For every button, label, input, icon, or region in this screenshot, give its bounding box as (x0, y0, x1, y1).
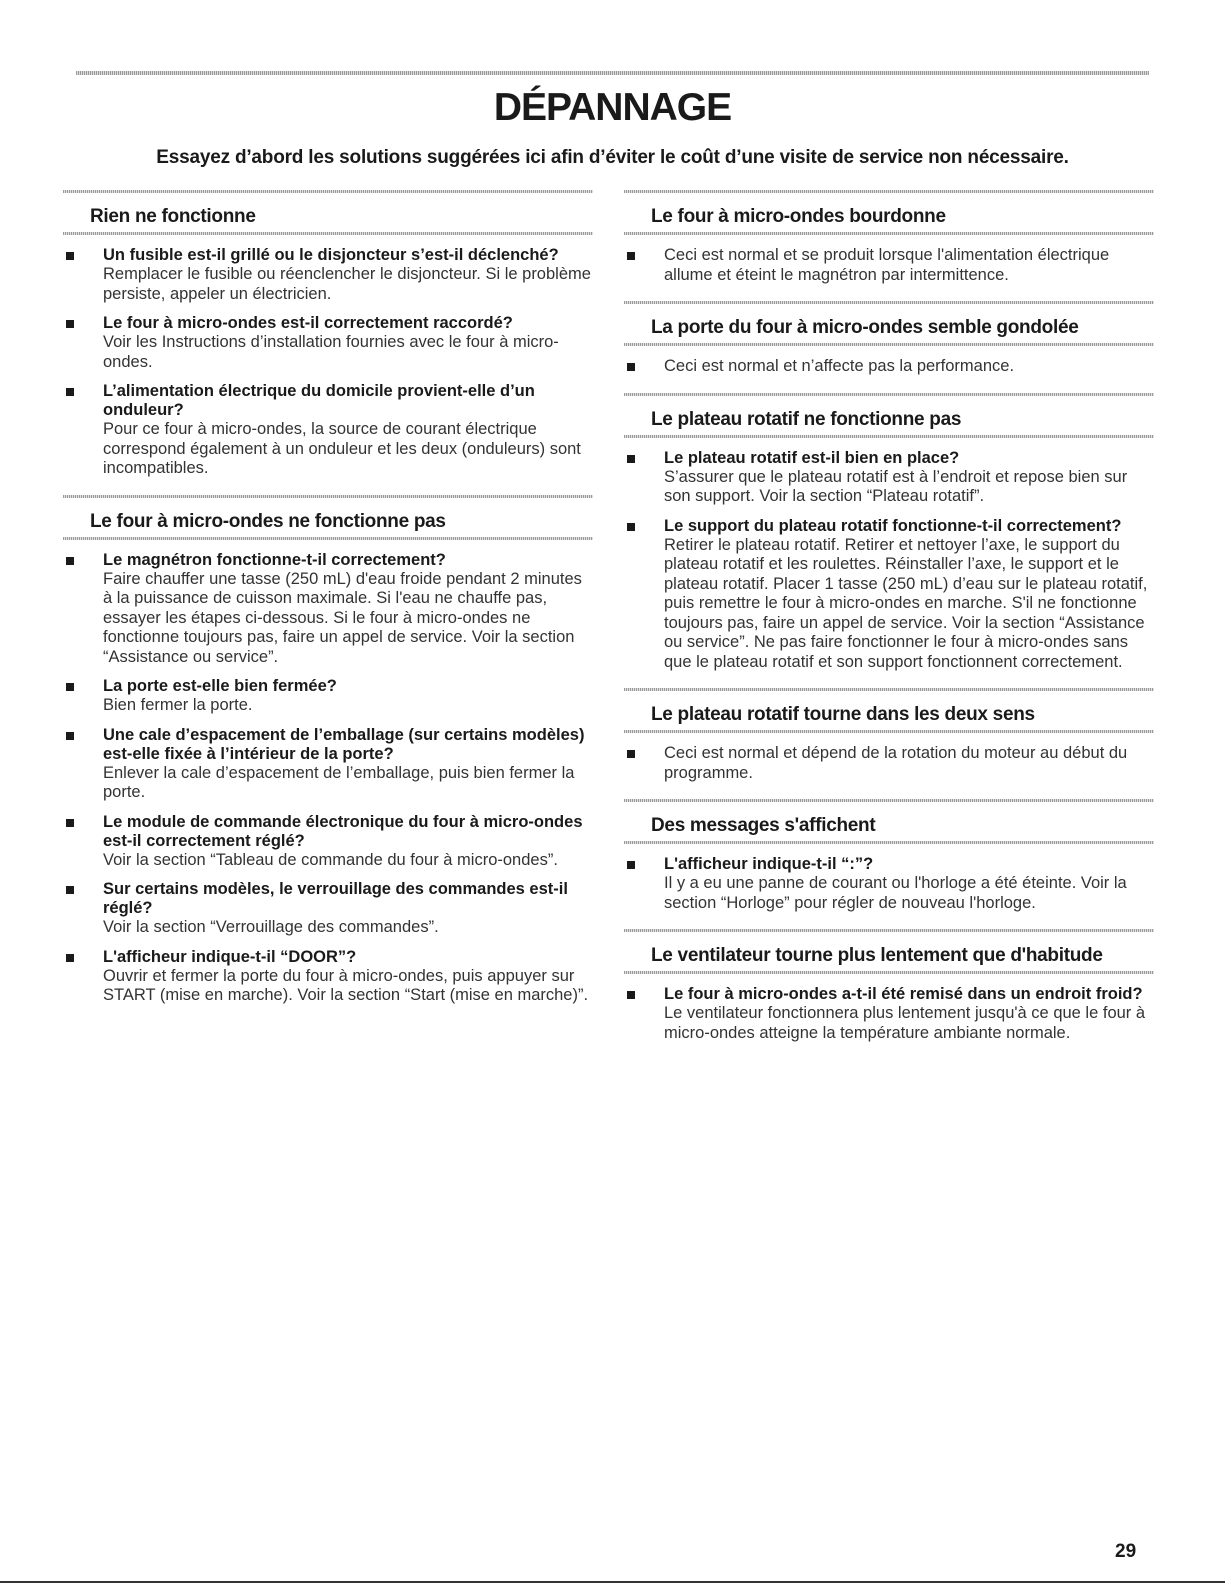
section-item-list (624, 449, 1154, 673)
item-question: Le module de commande électronique du four à micro-ondes est-il correctement réglé? (103, 812, 583, 850)
section-rule-bottom (624, 343, 1154, 346)
item-question: Sur certains modèles, le verrouillage des commandes est-il réglé? (103, 880, 568, 917)
item-answer: Pour ce four à micro-ondes, la source de courant électrique correspond également à un onduleur et les deux (onduleurs) sont incompatibles. (103, 420, 581, 477)
list-item (63, 880, 593, 938)
section-item-list (624, 855, 1154, 913)
square-bullet-icon (66, 557, 74, 565)
list-item (63, 948, 593, 1006)
item-answer: Remplacer le fusible ou réenclencher le disjoncteur. Si le problème persiste, appeler un électricien. (103, 265, 591, 303)
troubleshooting-section (624, 688, 1154, 783)
item-question: La porte est-elle bien fermée? (103, 677, 337, 695)
list-item (63, 314, 593, 372)
troubleshooting-section (63, 495, 593, 1006)
item-answer: Ceci est normal et se produit lorsque l'alimentation électrique allume et éteint le magnétron par intermittence. (664, 246, 1110, 284)
troubleshooting-section (624, 929, 1154, 1043)
item-answer: Voir la section “Verrouillage des commandes”. (103, 918, 439, 936)
troubleshooting-section (624, 799, 1154, 913)
bottom-border (0, 1581, 1225, 1583)
item-question: L'afficheur indique-t-il “:”? (664, 855, 874, 873)
square-bullet-icon (627, 750, 635, 758)
section-title: Le ventilateur tourne plus lentement que d'habitude (651, 945, 1103, 966)
top-divider (76, 71, 1149, 75)
item-answer: Voir les Instructions d’installation fournies avec le four à micro-ondes. (103, 333, 559, 371)
section-title: Le plateau rotatif tourne dans les deux sens (651, 704, 1035, 725)
list-item (624, 357, 1154, 377)
list-item (63, 551, 593, 668)
item-answer: Ceci est normal et n’affecte pas la performance. (664, 357, 1015, 375)
troubleshooting-section (63, 190, 593, 479)
section-title: Le plateau rotatif ne fonctionne pas (651, 408, 962, 430)
list-item (63, 813, 593, 871)
item-question: Un fusible est-il grillé ou le disjoncteur s’est-il déclenché? (103, 246, 559, 264)
item-question: L’alimentation électrique du domicile provient-elle d’un onduleur? (103, 382, 535, 419)
section-item-list (624, 985, 1154, 1043)
square-bullet-icon (627, 252, 635, 260)
section-title: La porte du four à micro-ondes semble gondolée (651, 317, 1079, 338)
section-item-list (63, 551, 593, 1006)
square-bullet-icon (627, 991, 635, 999)
item-question: Le magnétron fonctionne-t-il correctement? (103, 550, 446, 569)
item-answer: Il y a eu une panne de courant ou l'horloge a été éteinte. Voir la section “Horloge” pour régler de nouveau l'horloge. (664, 874, 1127, 912)
square-bullet-icon (627, 455, 635, 463)
item-answer: Enlever la cale d’espacement de l’emballage, puis bien fermer la porte. (103, 763, 575, 801)
list-item (63, 677, 593, 716)
section-rule-bottom (624, 841, 1154, 844)
list-item (624, 744, 1154, 783)
item-answer: Faire chauffer une tasse (250 mL) d'eau froide pendant 2 minutes à la puissance de cuisson maximale. Si l'eau ne chauffe pas, essayer les étapes ci-dessous. Si le four à micro-ondes ne fonctionne toujours pas, faire un appel de service. Voir la section “Assistance ou service”. (103, 569, 582, 666)
right-column (624, 190, 1154, 1059)
item-answer: Ouvrir et fermer la porte du four à micro-ondes, puis appuyer sur START (mise en marche). Voir la section “Start (mise en marche)”. (103, 966, 589, 1004)
section-title: Des messages s'affichent (651, 815, 876, 836)
square-bullet-icon (627, 523, 635, 531)
item-answer: Le ventilateur fonctionnera plus lentement jusqu'à ce que le four à micro-ondes atteigne la température ambiante normale. (664, 1004, 1146, 1042)
square-bullet-icon (66, 388, 74, 396)
square-bullet-icon (66, 683, 74, 691)
left-column (63, 190, 593, 1022)
item-question: Le support du plateau rotatif fonctionne-t-il correctement? (664, 516, 1122, 535)
list-item (624, 449, 1154, 507)
square-bullet-icon (627, 861, 635, 869)
section-rule-bottom (624, 730, 1154, 733)
troubleshooting-section (624, 301, 1154, 377)
list-item (624, 246, 1154, 285)
page-title: DÉPANNAGE (493, 86, 732, 129)
item-answer: Bien fermer la porte. (103, 696, 253, 714)
item-answer: S’assurer que le plateau rotatif est à l’endroit et repose bien sur son support. Voir la section “Plateau rotatif”. (664, 467, 1128, 505)
section-item-list (624, 744, 1154, 783)
troubleshooting-section (624, 393, 1154, 673)
item-answer: Ceci est normal et dépend de la rotation du moteur au début du programme. (664, 744, 1128, 782)
section-item-list (63, 246, 593, 479)
square-bullet-icon (66, 252, 74, 260)
troubleshooting-section (624, 190, 1154, 285)
item-question: Une cale d’espacement de l’emballage (sur certains modèles) est-elle fixée à l’intérieur de la porte? (103, 725, 585, 763)
item-question: Le four à micro-ondes est-il correctement raccordé? (103, 314, 513, 332)
square-bullet-icon (66, 819, 74, 827)
section-rule-bottom (63, 537, 593, 540)
item-question: Le plateau rotatif est-il bien en place? (664, 448, 960, 467)
item-answer: Retirer le plateau rotatif. Retirer et nettoyer l’axe, le support du plateau rotatif et les roulettes. Réinstaller l’axe, le support et le plateau rotatif. Placer 1 tasse (250 mL) d’eau sur le plateau rotatif, puis remettre le four à micro-ondes en marche. S'il ne fonctionne toujours pas, faire un appel de service. Voir la section “Assistance ou service”. Ne pas faire fonctionner le four à micro-ondes sans que le plateau rotatif et son support fonctionnent correctement. (664, 535, 1148, 671)
section-title: Le four à micro-ondes bourdonne (651, 206, 946, 227)
square-bullet-icon (66, 732, 74, 740)
section-item-list (624, 246, 1154, 285)
list-item (63, 382, 593, 479)
section-rule-bottom (63, 232, 593, 235)
section-title: Rien ne fonctionne (90, 206, 256, 227)
item-question: Le four à micro-ondes a-t-il été remisé dans un endroit froid? (664, 985, 1143, 1003)
section-item-list (624, 357, 1154, 377)
list-item (624, 985, 1154, 1043)
square-bullet-icon (627, 363, 635, 371)
page-number: 29 (1115, 1541, 1137, 1562)
square-bullet-icon (66, 886, 74, 894)
section-rule-bottom (624, 971, 1154, 974)
section-rule-bottom (624, 232, 1154, 235)
list-item (63, 726, 593, 803)
section-title: Le four à micro-ondes ne fonctionne pas (90, 510, 446, 532)
page-subtitle: Essayez d’abord les solutions suggérées ici afin d’éviter le coût d’une visite de service non nécessaire. (156, 147, 1069, 168)
item-question: L'afficheur indique-t-il “DOOR”? (103, 947, 357, 966)
list-item (624, 517, 1154, 673)
list-item (63, 246, 593, 304)
square-bullet-icon (66, 320, 74, 328)
section-rule-bottom (624, 435, 1154, 438)
list-item (624, 855, 1154, 913)
square-bullet-icon (66, 954, 74, 962)
item-answer: Voir la section “Tableau de commande du four à micro-ondes”. (103, 850, 558, 869)
